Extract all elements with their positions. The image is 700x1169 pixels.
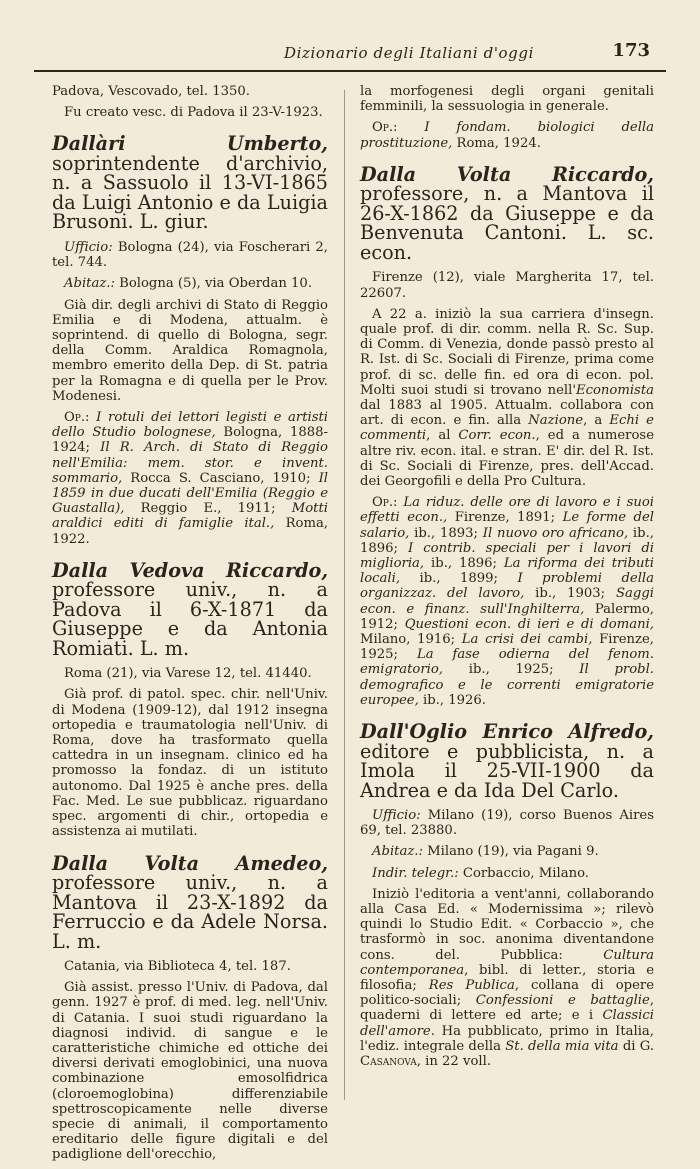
work-title: I problemi della organizzaz. del lavoro, <box>360 571 655 602</box>
office-label: Ufficio: <box>64 239 113 255</box>
entry-telegraph <box>360 866 654 881</box>
work-pub: Reggio E., 1911; <box>124 501 276 517</box>
work-pub: ib., 1926. <box>418 692 486 708</box>
work-pub: ib., 1903; <box>524 586 606 602</box>
work-title: La riforma dei tributi locali, <box>360 555 655 587</box>
entry-heading <box>360 162 654 264</box>
entry-address: Firenze (12), viale Margherita 17, tel. 22607. <box>360 270 654 301</box>
entry-bio <box>360 887 654 1069</box>
work-title: La crisi dei cambi, <box>455 631 593 647</box>
work-title: I rotuli dei lettori legisti e artisti dello Studio bolognese, <box>52 409 328 441</box>
series-title: Res Publica <box>428 978 515 994</box>
work-title: I fondam. biologici della prostituzione, <box>360 120 654 151</box>
work-title: Il probl. demografico e le correnti emigratorie europee, <box>360 662 654 708</box>
header-rule <box>34 70 666 72</box>
entry-office <box>360 808 654 838</box>
entry-name: Dalla Volta Amedeo, <box>52 851 328 875</box>
left-column <box>52 84 328 1169</box>
work-pub: Roma, 1924. <box>452 135 541 151</box>
works-label: Op.: <box>64 409 90 425</box>
home-address: Bologna (5), via Oberdan 10. <box>114 276 313 292</box>
work-pub: ib., 1896; <box>424 555 497 571</box>
right-column <box>360 84 654 1075</box>
bio-text: , in 22 voll. <box>416 1054 492 1070</box>
entry-works <box>52 410 328 547</box>
entry-bio <box>360 307 654 489</box>
work-pub: Roma, 1922. <box>52 516 328 547</box>
bio-text: , ed a numerose altre riv. econ. ital. e stran. E' dir. del R. Ist. di Sc. Sociali di Firenze, pres. dell'Accad. dei Georgofili e della Pro Cultura. <box>360 428 654 489</box>
entry-bio: Già assist. presso l'Univ. di Padova, dal genn. 1927 è prof. di med. leg. nell'Univ. di Catania. I suoi studi riguardano la diagnosi individ. di sangue e le caratteristiche chimiche ed ottiche dei diversi derivati emoglobinici, una nuova combinazione emosolfidrica (cloroemoglobina) differenziabile spettroscopicamente nelle diverse specie di animali, il comportamento ereditario delle figure digitali e del padiglione dell'orecchio, <box>52 980 328 1163</box>
work-title: Il 1859 in due ducati dell'Emilia (Reggio e Guastalla), <box>52 470 328 517</box>
office-label: Ufficio: <box>372 808 421 823</box>
continuation-text: Fu creato vesc. di Padova il 23-V-1923. <box>64 105 323 121</box>
home-label: Abitaz.: <box>372 844 423 860</box>
work-title: I contrib. speciali per i lavori di miglioria, <box>360 540 654 571</box>
entry-intro: soprintendente d'archivio, n. a Sassuolo il 13-VI-1865 da Luigi Antonio e da Luigia Brusoni. L. giur. <box>52 151 328 234</box>
entry-bio: Già dir. degli archivi di Stato di Reggio Emilia e di Modena, attualm. è soprintend. di quello di Bologna, segr. della Comm. Araldica Romagnola, membro emerito della Dep. di St. patria per la Romagna e di quella per le Prov. Modenesi. <box>52 297 328 404</box>
entry-heading <box>52 851 328 953</box>
work-pub: ib., 1896; <box>360 525 654 556</box>
entry-name: Dalla Volta Riccardo, <box>360 162 654 186</box>
entry-office <box>52 240 328 270</box>
entry-intro: professore univ., n. a Mantova il 23-X-1892 da Ferruccio e da Adele Norsa. L. m. <box>52 871 328 953</box>
work-pub: Palermo, 1912; <box>360 601 654 632</box>
entry-home <box>360 844 654 859</box>
header-title: Dizionario degli Italiani d'oggi <box>284 44 534 62</box>
work-title: Il R. Arch. di Stato di Reggio nell'Emilia: mem. stor. e invent. sommario, <box>52 440 328 486</box>
page-number: 173 <box>612 40 650 61</box>
entry-intro: professore univ., n. a Padova il 6-X-1871 da Giuseppe e da Antonia Romiati. L. m. <box>52 578 328 660</box>
entry-bio: Già prof. di patol. spec. chir. nell'Univ. di Modena (1909-12), dal 1912 insegna ortopedia e traumatologia nell'Univ. di Roma, dove ha trasformato quella cattedra in un insegnam. clinico ed ha promosso la fondaz. di un istituto autonomo. Dal 1925 è anche pres. della Fac. Med. Le sue pubblicaz. riguardano spec. argomenti di chir., ortopedia e assistenza ai mutilati. <box>52 687 328 840</box>
entry-name: Dallàri Umberto, <box>52 132 328 156</box>
work-pub: Milano, 1916; <box>360 631 456 647</box>
entry-name: Dalla Vedova Riccardo, <box>52 558 328 582</box>
work-title: Le forme del salario, <box>360 510 654 541</box>
bio-text: Iniziò l'editoria a vent'anni, collaborando alla Casa Ed. « Modernissima »; rilevò quindi lo Studio Edit. « Corbaccio », che trasformò in soc. anonima diventandone cons. del. Pubblica: <box>360 886 654 963</box>
running-header <box>34 36 674 66</box>
periodical-title: Economista <box>575 382 654 398</box>
office-address: Milano (19), corso Buenos Aires 69, tel. 23880. <box>360 808 654 839</box>
bio-text: , quaderni di lettere ed arte; e i <box>360 993 655 1024</box>
periodical-title: Nazione <box>528 413 584 429</box>
bio-text: , collana di opere politico-sociali; <box>360 978 654 1009</box>
series-title: Classici dell'amore <box>360 1008 654 1039</box>
continuation-text: la morfogenesi degli organi genitali femminili, la sessuologia in generale. <box>360 84 654 115</box>
work-title: Questioni econ. di ieri e di domani, <box>398 616 654 632</box>
telegraph-label: Indir. telegr.: <box>372 865 459 881</box>
entry-heading <box>52 558 328 660</box>
series-title: Confessioni e battaglie <box>475 993 650 1009</box>
bio-text: A 22 a. iniziò la sua carriera d'insegn. quale prof. di dir. comm. nella R. Sc. Sup. di Comm. di Venezia, donde passò presto al R. Ist. di Sc. Sociali di Firenze, prima come prof. di sc. delle fin. ed ora di econ. pol. Molti suoi studi si trovano nell' <box>360 306 654 398</box>
bio-text: dal 1883 al 1905. Attualm. collabora con art. di econ. e fin. alla <box>360 397 654 429</box>
series-title: St. della mia vita <box>505 1038 619 1054</box>
telegraph-address: Corbaccio, Milano. <box>458 865 589 881</box>
entry-works <box>360 495 654 708</box>
work-title: La riduz. delle ore di lavoro e i suoi effetti econ., <box>360 495 654 526</box>
periodical-title: Corr. econ. <box>458 428 536 444</box>
bio-text: , bibl. di letter., storia e filosofia; <box>360 962 654 994</box>
series-title: Cultura contemporanea <box>360 947 654 978</box>
entry-address: Catania, via Biblioteca 4, tel. 187. <box>64 959 291 974</box>
work-pub: Firenze, 1891; <box>447 510 556 526</box>
entry-intro: editore e pubblicista, n. a Imola il 25-VII-1900 da Andrea e da Ida Del Carlo. <box>360 739 654 802</box>
entry-name: Dall'Oglio Enrico Alfredo, <box>360 720 654 743</box>
home-label: Abitaz.: <box>64 276 115 292</box>
work-pub: Firenze, 1925; <box>360 631 654 663</box>
work-pub: Bologna, 1888-1924; <box>52 425 328 456</box>
author-name: Casanova <box>360 1054 417 1070</box>
work-title: La fase odierna del fenom. emigratorio, <box>360 647 654 678</box>
bio-text: . Ha pubblicato, primo in Italia, l'ediz. integrale della <box>360 1023 654 1054</box>
entry-heading <box>360 722 654 800</box>
work-pub: ib., 1893; <box>409 525 478 541</box>
bio-text: di G. <box>618 1038 654 1054</box>
continuation-text: Padova, Vescovado, tel. 1350. <box>52 84 250 99</box>
home-address: Milano (19), via Pagani 9. <box>422 844 599 860</box>
entry-address: Roma (21), via Varese 12, tel. 41440. <box>64 666 312 682</box>
work-pub: Rocca S. Casciano, 1910; <box>122 470 311 486</box>
entry-heading <box>52 134 328 232</box>
work-title: Saggi econ. e finanz. sull'Inghilterra, <box>360 586 654 617</box>
works-label: Op.: <box>372 120 398 136</box>
bio-text: , al <box>426 428 459 444</box>
column-divider <box>344 90 345 1100</box>
entry-home <box>52 276 328 291</box>
bio-text: , a <box>583 413 610 429</box>
works-label: Op.: <box>372 495 398 511</box>
office-address: Bologna (24), via Foscherari 2, tel. 744. <box>52 239 328 271</box>
entry-intro: professore, n. a Mantova il 26-X-1862 da Giuseppe e da Benvenuta Cantoni. L. sc. econ. <box>360 182 654 264</box>
work-title: Motti araldici editi di famiglie ital., <box>52 501 329 532</box>
work-pub: ib., 1899; <box>400 571 499 587</box>
work-title: Il nuovo oro africano, <box>477 525 629 541</box>
work-pub: ib., 1925; <box>443 662 554 678</box>
periodical-title: Echi e commenti <box>360 413 654 444</box>
continuation-works <box>360 120 654 150</box>
